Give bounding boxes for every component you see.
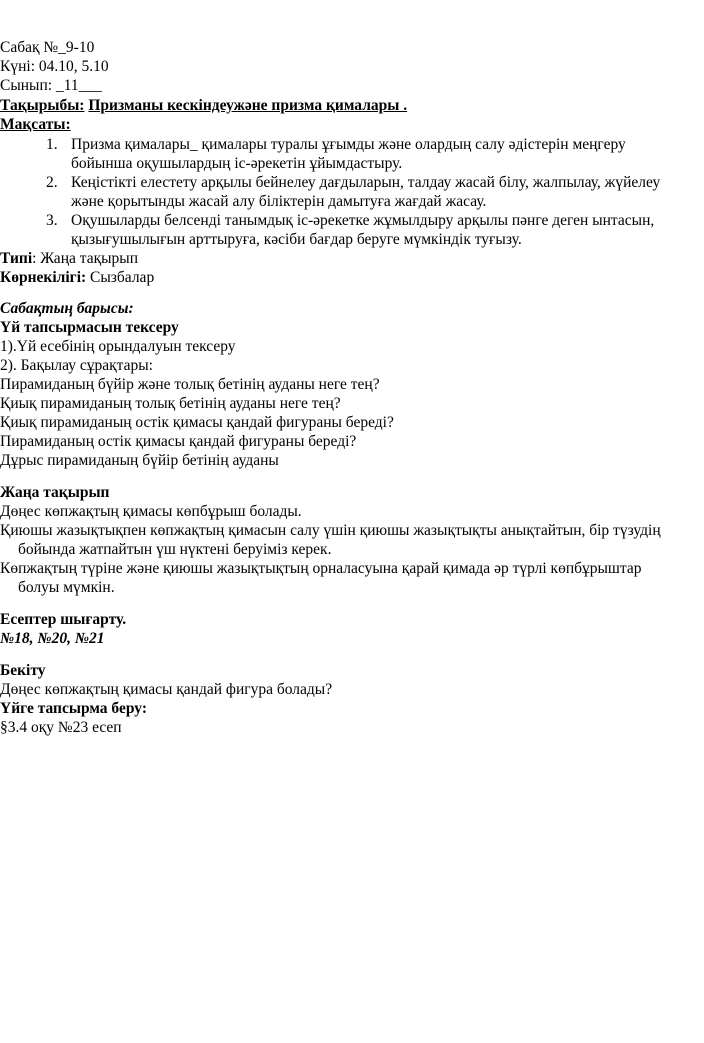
goal-2-line-1: Кеңістікті елестету арқылы бейнелеу дағдыларын, талдау жасай білу, жалпылау, жүйелеу bbox=[71, 174, 661, 191]
lesson-number: Сабақ №_9-10 bbox=[0, 39, 95, 56]
consolidation-heading: Бекіту bbox=[0, 662, 46, 679]
topic-label: Тақырыбы: bbox=[0, 97, 85, 114]
goal-1-number: 1. bbox=[46, 136, 58, 153]
visual-label: Көрнекілігі: bbox=[0, 269, 87, 286]
lesson-type bbox=[0, 249, 138, 268]
goal-3-line-2: қызығушылығын арттыруға, кәсіби бағдар беруге мүмкіндік туғызу. bbox=[71, 231, 522, 248]
goal-2-line-2: және қорытынды жасай алу біліктерін дамытуға жағдай жасау. bbox=[71, 193, 487, 210]
visual-aids bbox=[0, 268, 154, 287]
homework-check-heading: Үй тапсырмасын тексеру bbox=[0, 319, 179, 336]
consolidation-question: Дөңес көпжақтың қимасы қандай фигура болады? bbox=[0, 681, 333, 698]
progress-item: 1).Үй есебінің орындалуын тексеру bbox=[0, 338, 236, 355]
new-topic-paragraph-1: Дөңес көпжақтың қимасы көпбұрыш болады. bbox=[0, 503, 302, 520]
new-topic-paragraph-3-line-1: Көпжақтың түріне және қиюшы жазықтықтың орналасуына қарай қимада әр түрлі көпбұрыштар bbox=[0, 560, 642, 577]
lesson-date: Күні: 04.10, 5.10 bbox=[0, 58, 109, 75]
progress-item: 2). Бақылау сұрақтары: bbox=[0, 357, 153, 374]
control-question: Пирамиданың бүйір және толық бетінің ауданы неге тең? bbox=[0, 376, 380, 393]
visual-value: Сызбалар bbox=[86, 269, 155, 286]
goals-label: Мақсаты: bbox=[0, 116, 71, 133]
type-value: : Жаңа тақырып bbox=[32, 250, 138, 267]
new-topic-paragraph-3-line-2: болуы мүмкін. bbox=[18, 579, 115, 596]
control-question: Пирамиданың остік қимасы қандай фигураны береді? bbox=[0, 433, 357, 450]
goal-1-line-2: бойынша оқушылардың іс-әрекетін ұйымдастыру. bbox=[71, 155, 403, 172]
homework-assignment: §3.4 оқу №23 есеп bbox=[0, 719, 122, 736]
topic-value: Призманы кескіндеужәне призма қималары . bbox=[88, 97, 408, 114]
control-question: Қиық пирамиданың остік қимасы қандай фигураны береді? bbox=[0, 414, 394, 431]
problems-heading: Есептер шығарту. bbox=[0, 611, 127, 628]
type-label: Типі bbox=[0, 250, 33, 267]
goal-3-number: 3. bbox=[46, 212, 58, 229]
control-question: Қиық пирамиданың толық бетінің ауданы неге тең? bbox=[0, 395, 341, 412]
new-topic-paragraph-2-line-1: Қиюшы жазықтықпен көпжақтың қимасын салу үшін қиюшы жазықтықты анықтайтын, бір түзудің bbox=[0, 522, 661, 539]
progress-title: Сабақтың барысы: bbox=[0, 300, 134, 317]
goal-2-number: 2. bbox=[46, 174, 58, 191]
goal-3-line-1: Оқушыларды белсенді танымдық іс-әрекетке жұмылдыру арқылы пәнге деген ынтасын, bbox=[71, 212, 655, 229]
class-number: Сынып: _11___ bbox=[0, 77, 102, 94]
new-topic-paragraph-2-line-2: бойында жатпайтын үш нүктені беруіміз керек. bbox=[18, 541, 332, 558]
goal-1-line-1: Призма қималары_ қималары туралы ұғымды және олардың салу әдістерін меңгеру bbox=[71, 136, 626, 153]
homework-heading: Үйге тапсырма беру: bbox=[0, 700, 147, 717]
new-topic-heading: Жаңа тақырып bbox=[0, 484, 110, 501]
topic-line bbox=[0, 96, 407, 115]
control-question: Дұрыс пирамиданың бүйір бетінің ауданы bbox=[0, 452, 279, 469]
problems-list: №18, №20, №21 bbox=[0, 630, 105, 647]
